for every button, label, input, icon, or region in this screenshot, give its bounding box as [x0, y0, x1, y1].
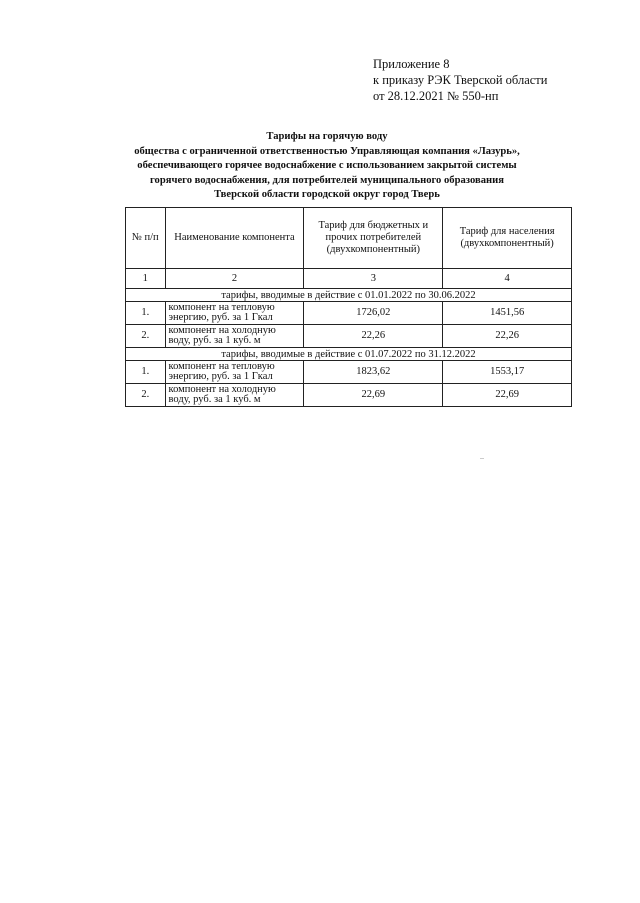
header-population: Тариф для населения (двухкомпонентный) [443, 208, 572, 269]
table-row [126, 302, 572, 325]
row-population: 22,69 [443, 384, 572, 407]
period-row [126, 348, 572, 361]
row-name: компонент на тепловую энергию, руб. за 1 Гкал [165, 361, 304, 384]
title-line: Тверской области городской округ город Тверь [214, 189, 440, 200]
row-num: 1. [126, 361, 166, 384]
period-label: тарифы, вводимые в действие с 01.01.2022 по 30.06.2022 [126, 289, 572, 302]
row-name: компонент на холодную воду, руб. за 1 куб. м [165, 384, 304, 407]
period-label: тарифы, вводимые в действие с 01.07.2022 по 31.12.2022 [126, 348, 572, 361]
table-row [126, 384, 572, 407]
title-line: общества с ограниченной ответственностью Управляющая компания «Лазурь», [134, 145, 520, 157]
header-num: № п/п [126, 208, 166, 269]
appendix-number: Приложение 8 [373, 57, 450, 71]
row-budget: 1726,02 [304, 302, 443, 325]
tariff-table [125, 207, 572, 407]
row-num: 2. [126, 325, 166, 348]
column-number: 3 [304, 269, 443, 289]
row-budget: 22,26 [304, 325, 443, 348]
appendix-order: к приказу РЭК Тверской области [373, 73, 548, 87]
appendix-date: от 28.12.2021 № 550-нп [373, 89, 499, 103]
table-row [126, 361, 572, 384]
table-row [126, 325, 572, 348]
title-line: горячего водоснабжения, для потребителей муниципального образования [150, 174, 504, 186]
row-num: 2. [126, 384, 166, 407]
title-line: обеспечивающего горячее водоснабжение с использованием закрытой системы [137, 160, 517, 171]
column-number: 4 [443, 269, 572, 289]
header-budget: Тариф для бюджетных и прочих потребителей (двухкомпонентный) [304, 208, 443, 269]
table-header-row [126, 208, 572, 269]
row-num: 1. [126, 302, 166, 325]
row-name: компонент на холодную воду, руб. за 1 куб. м [165, 325, 304, 348]
period-row [126, 289, 572, 302]
header-name: Наименование компонента [165, 208, 304, 269]
scan-speck [480, 458, 484, 459]
title-line: Тарифы на горячую воду [266, 131, 388, 142]
column-number-row [126, 269, 572, 289]
row-population: 1451,56 [443, 302, 572, 325]
row-budget: 22,69 [304, 384, 443, 407]
document-title [100, 130, 554, 203]
appendix-reference [373, 56, 547, 104]
column-number: 2 [165, 269, 304, 289]
column-number: 1 [126, 269, 166, 289]
row-population: 22,26 [443, 325, 572, 348]
row-budget: 1823,62 [304, 361, 443, 384]
row-population: 1553,17 [443, 361, 572, 384]
row-name: компонент на тепловую энергию, руб. за 1 Гкал [165, 302, 304, 325]
